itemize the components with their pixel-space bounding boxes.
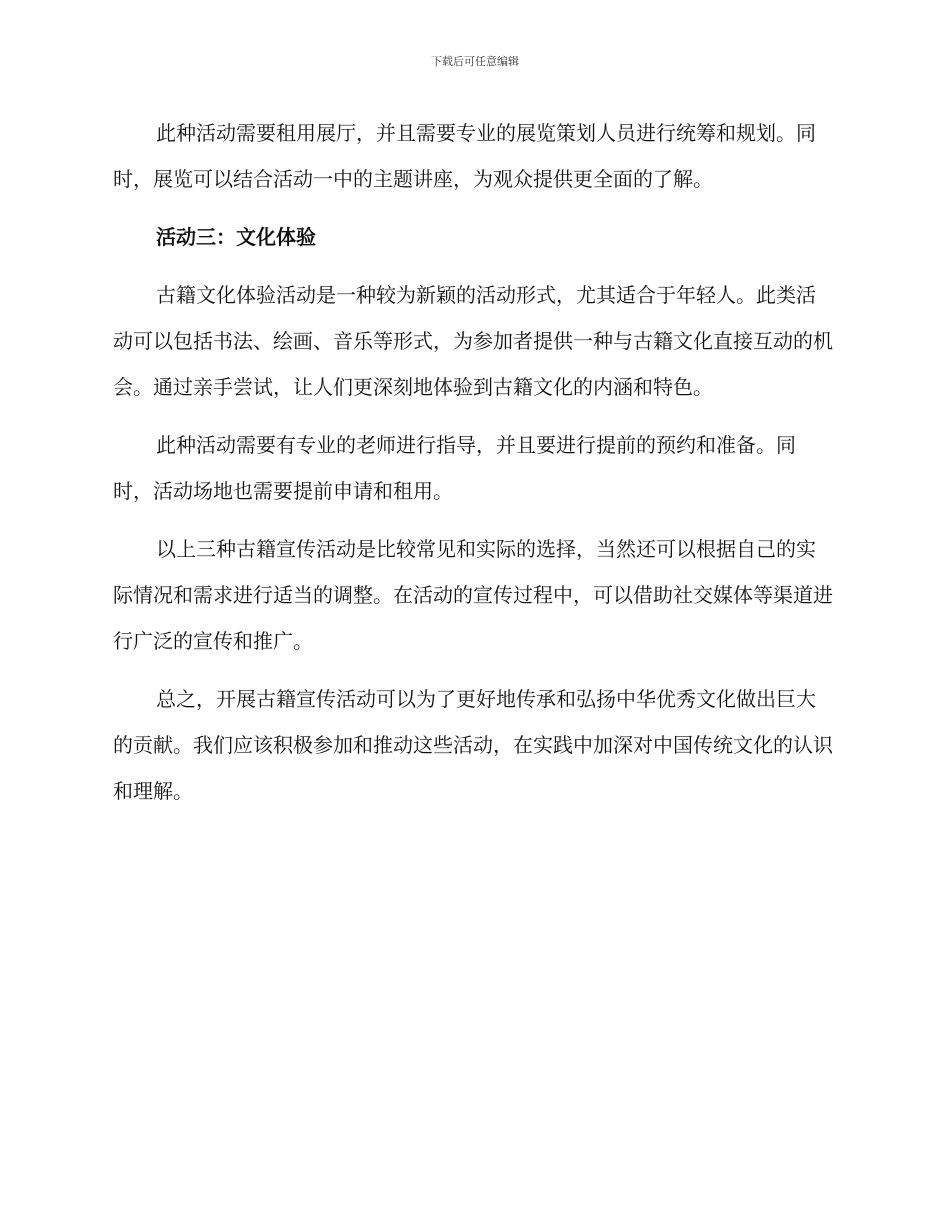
paragraph-summary-options: 以上三种古籍宣传活动是比较常见和实际的选择，当然还可以根据自己的实际情况和需求进行适当的调整。在活动的宣传过程中，可以借助社交媒体等渠道进行广泛的宣传和推广。 (113, 537, 833, 653)
paragraph-exhibition-requirements: 此种活动需要租用展厅，并且需要专业的展览策划人员进行统筹和规划。同时，展览可以结合活动一中的主题讲座，为观众提供更全面的了解。 (113, 121, 816, 191)
paragraph-culture-experience: 古籍文化体验活动是一种较为新颖的活动形式，尤其适合于年轻人。此类活动可以包括书法、绘画、音乐等形式，为参加者提供一种与古籍文化直接互动的机会。通过亲手尝试，让人们更深刻地体验到古籍文化的内涵和特色。 (113, 283, 833, 399)
paragraph-conclusion: 总之，开展古籍宣传活动可以为了更好地传承和弘扬中华优秀文化做出巨大的贡献。我们应该积极参加和推动这些活动，在实践中加深对中国传统文化的认识和理解。 (113, 687, 833, 803)
document-body (113, 110, 833, 814)
paragraph-experience-requirements: 此种活动需要有专业的老师进行指导，并且要进行提前的预约和准备。同时，活动场地也需要提前申请和租用。 (113, 433, 796, 503)
header-note: 下载后可任意编辑 (431, 55, 519, 68)
section-heading-activity-three: 活动三：文化体验 (156, 225, 316, 249)
